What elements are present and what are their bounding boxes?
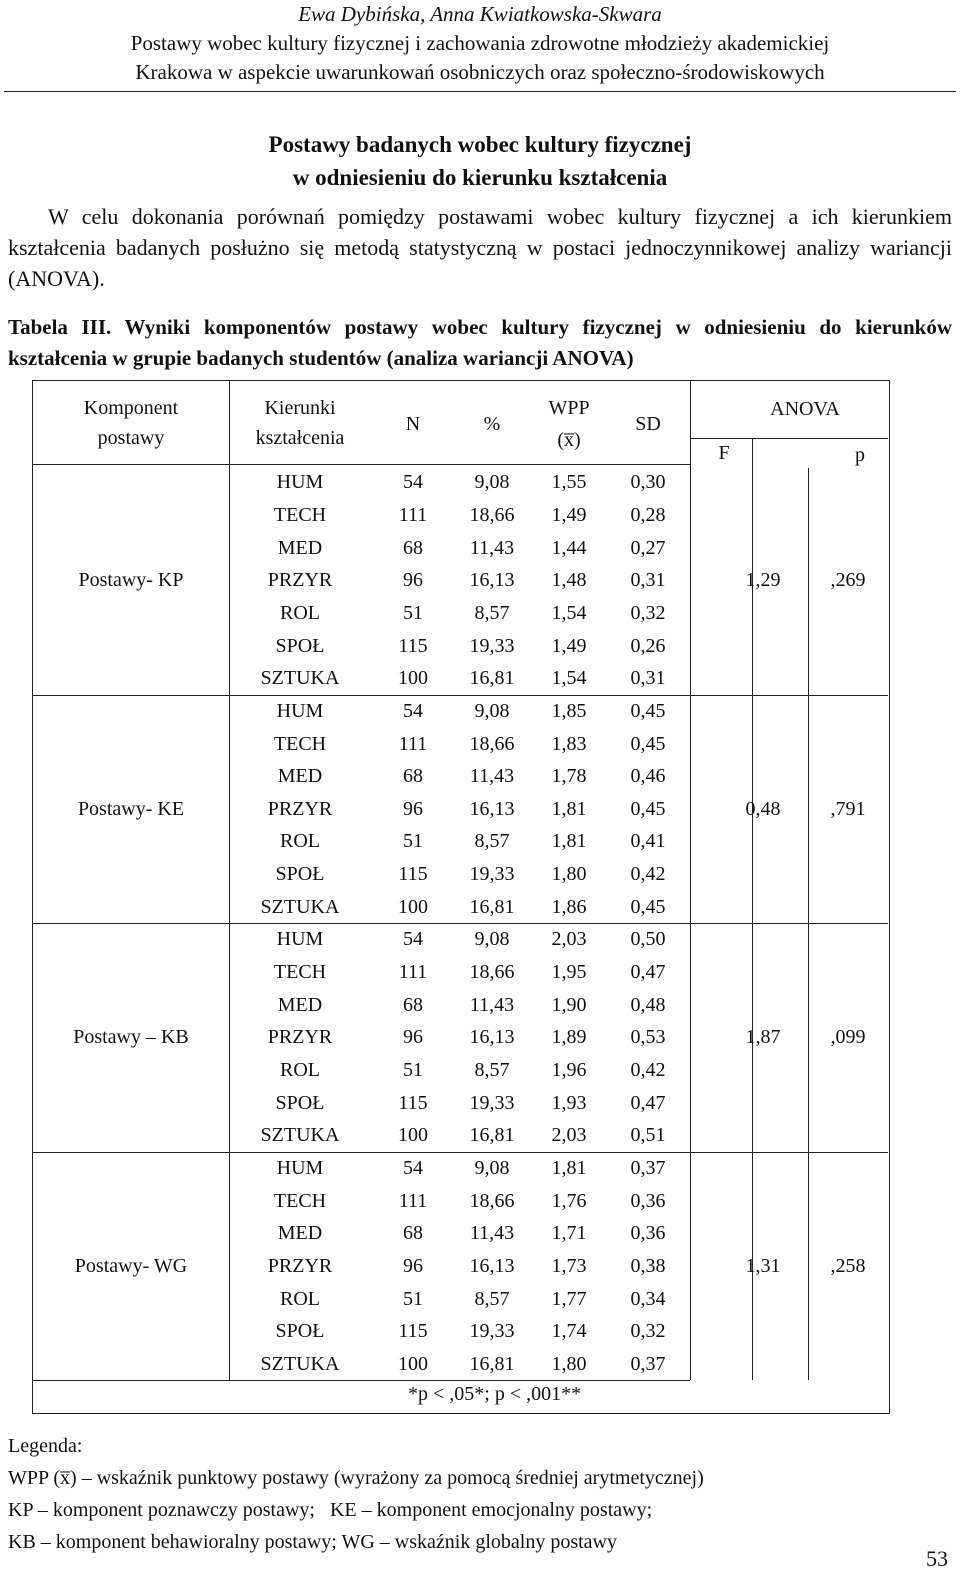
row-value: 1,95 bbox=[551, 961, 587, 984]
row-kierunek: HUM bbox=[276, 471, 324, 494]
row-value: 1,44 bbox=[551, 536, 587, 559]
row-value: 19,33 bbox=[469, 634, 515, 657]
row-value: 11,43 bbox=[469, 765, 515, 788]
group-name: Postawy- WG bbox=[74, 1254, 188, 1277]
row-value: 0,53 bbox=[630, 1026, 666, 1049]
row-value: 51 bbox=[403, 1059, 423, 1082]
row-value: 111 bbox=[398, 732, 428, 755]
row-value: 54 bbox=[403, 928, 423, 951]
table-caption-label: Tabela III. bbox=[8, 315, 112, 339]
row-value: 100 bbox=[398, 1352, 428, 1375]
row-value: 0,45 bbox=[630, 699, 666, 722]
row-value: 0,50 bbox=[630, 928, 666, 951]
row-value: 2,03 bbox=[551, 1124, 587, 1147]
row-divider bbox=[32, 464, 229, 465]
row-value: 0,30 bbox=[630, 471, 666, 494]
row-value: 96 bbox=[403, 797, 423, 820]
row-value: 0,45 bbox=[630, 895, 666, 918]
section-title-line1: Postawy badanych wobec kultury fizycznej bbox=[268, 132, 692, 157]
group-divider bbox=[690, 1152, 888, 1153]
row-kierunek: SZTUKA bbox=[260, 1124, 340, 1147]
row-value: 1,80 bbox=[551, 863, 587, 886]
row-kierunek: MED bbox=[277, 765, 323, 788]
group-name: Postawy- KE bbox=[77, 797, 185, 820]
row-value: 16,13 bbox=[469, 569, 515, 592]
row-kierunek: HUM bbox=[276, 699, 324, 722]
anova-f-value: 1,87 bbox=[745, 1026, 781, 1049]
row-value: 115 bbox=[398, 863, 428, 886]
row-value: 1,96 bbox=[551, 1059, 587, 1082]
row-value: 111 bbox=[398, 1189, 428, 1212]
row-value: 0,32 bbox=[630, 601, 666, 624]
row-value: 1,80 bbox=[551, 1352, 587, 1375]
row-value: 0,34 bbox=[630, 1287, 666, 1310]
row-kierunek: TECH bbox=[273, 961, 327, 984]
row-value: 8,57 bbox=[474, 1059, 510, 1082]
row-kierunek: ROL bbox=[280, 830, 320, 853]
header-sd: SD bbox=[635, 413, 661, 435]
row-value: 0,28 bbox=[630, 503, 666, 526]
row-value: 0,48 bbox=[630, 993, 666, 1016]
anova-p-value: ,269 bbox=[830, 569, 866, 592]
row-value: 1,89 bbox=[551, 1026, 587, 1049]
table-footnote: *p < ,05*; p < ,001** bbox=[408, 1383, 582, 1405]
row-value: 51 bbox=[403, 601, 423, 624]
row-value: 0,31 bbox=[630, 667, 666, 690]
row-value: 96 bbox=[403, 1026, 423, 1049]
table-caption bbox=[8, 312, 952, 374]
row-value: 1,93 bbox=[551, 1091, 587, 1114]
row-value: 2,03 bbox=[551, 928, 587, 951]
header-f: F bbox=[718, 442, 730, 464]
row-value: 1,90 bbox=[551, 993, 587, 1016]
row-value: 0,26 bbox=[630, 634, 666, 657]
section-title-line2: w odniesieniu do kierunku kształcenia bbox=[292, 165, 668, 190]
row-value: 54 bbox=[403, 1156, 423, 1179]
row-value: 100 bbox=[398, 895, 428, 918]
group-divider bbox=[229, 695, 690, 696]
row-value: 18,66 bbox=[469, 503, 515, 526]
table-caption-text: Wyniki komponentów postawy wobec kultury fizycznej w odniesieniu do kierunków kształcenia w grupie badanych studentów (analiza wariancji ANOVA) bbox=[8, 315, 952, 370]
row-value: 1,49 bbox=[551, 503, 587, 526]
row-value: 8,57 bbox=[474, 1287, 510, 1310]
row-kierunek: PRZYR bbox=[267, 1254, 333, 1277]
row-kierunek: MED bbox=[277, 993, 323, 1016]
row-value: 1,78 bbox=[551, 765, 587, 788]
row-kierunek: HUM bbox=[276, 1156, 324, 1179]
row-kierunek: PRZYR bbox=[267, 569, 333, 592]
row-value: 115 bbox=[398, 634, 428, 657]
row-value: 68 bbox=[403, 536, 423, 559]
row-kierunek: TECH bbox=[273, 1189, 327, 1212]
group-name: Postawy – KB bbox=[73, 1026, 189, 1049]
row-value: 1,73 bbox=[551, 1254, 587, 1277]
row-kierunek: TECH bbox=[273, 732, 327, 755]
row-value: 16,81 bbox=[469, 1352, 515, 1375]
row-kierunek: SZTUKA bbox=[260, 1352, 340, 1375]
row-value: 19,33 bbox=[469, 1320, 515, 1343]
row-value: 1,85 bbox=[551, 699, 587, 722]
row-divider bbox=[229, 464, 690, 465]
anova-p-value: ,791 bbox=[830, 797, 866, 820]
row-value: 51 bbox=[403, 1287, 423, 1310]
row-value: 16,13 bbox=[469, 1026, 515, 1049]
header-kierunki: kształcenia bbox=[255, 427, 345, 449]
row-value: 1,74 bbox=[551, 1320, 587, 1343]
header-p: p bbox=[855, 444, 865, 466]
legend-line-kb-wg: KB – komponent behawioralny postawy; WG – wskaźnik globalny postawy bbox=[8, 1531, 617, 1553]
row-value: 0,41 bbox=[630, 830, 666, 853]
row-value: 115 bbox=[398, 1320, 428, 1343]
row-value: 0,46 bbox=[630, 765, 666, 788]
row-kierunek: SPOŁ bbox=[275, 863, 325, 886]
row-value: 1,81 bbox=[551, 1156, 587, 1179]
row-value: 1,83 bbox=[551, 732, 587, 755]
row-kierunek: ROL bbox=[280, 1287, 320, 1310]
col-divider bbox=[808, 468, 809, 1380]
row-value: 0,47 bbox=[630, 961, 666, 984]
row-value: 8,57 bbox=[474, 830, 510, 853]
anova-p-value: ,099 bbox=[830, 1026, 866, 1049]
row-value: 11,43 bbox=[469, 536, 515, 559]
row-value: 0,37 bbox=[630, 1156, 666, 1179]
group-divider bbox=[32, 695, 229, 696]
row-value: 115 bbox=[398, 1091, 428, 1114]
header-n: N bbox=[405, 413, 421, 435]
row-kierunek: SPOŁ bbox=[275, 634, 325, 657]
row-value: 9,08 bbox=[474, 928, 510, 951]
row-value: 0,45 bbox=[630, 797, 666, 820]
row-value: 16,81 bbox=[469, 667, 515, 690]
row-kierunek: SZTUKA bbox=[260, 895, 340, 918]
row-value: 0,42 bbox=[630, 863, 666, 886]
row-value: 16,81 bbox=[469, 895, 515, 918]
body-paragraph bbox=[8, 201, 952, 294]
row-value: 0,45 bbox=[630, 732, 666, 755]
row-value: 1,86 bbox=[551, 895, 587, 918]
row-value: 0,38 bbox=[630, 1254, 666, 1277]
group-divider bbox=[32, 1380, 229, 1381]
row-value: 0,36 bbox=[630, 1222, 666, 1245]
header-wpp: WPP bbox=[548, 397, 590, 419]
anova-f-value: 1,29 bbox=[745, 569, 781, 592]
row-value: 1,55 bbox=[551, 471, 587, 494]
row-value: 1,77 bbox=[551, 1287, 587, 1310]
row-value: 9,08 bbox=[474, 1156, 510, 1179]
group-divider bbox=[32, 1152, 229, 1153]
row-value: 96 bbox=[403, 1254, 423, 1277]
row-value: 16,13 bbox=[469, 1254, 515, 1277]
row-value: 18,66 bbox=[469, 961, 515, 984]
anova-f-value: 0,48 bbox=[745, 797, 781, 820]
row-value: 1,49 bbox=[551, 634, 587, 657]
row-value: 0,31 bbox=[630, 569, 666, 592]
row-value: 19,33 bbox=[469, 1091, 515, 1114]
section-title bbox=[0, 128, 960, 194]
row-value: 51 bbox=[403, 830, 423, 853]
row-value: 1,54 bbox=[551, 601, 587, 624]
row-kierunek: ROL bbox=[280, 601, 320, 624]
header-komponent: postawy bbox=[97, 427, 165, 449]
row-value: 1,81 bbox=[551, 797, 587, 820]
row-value: 0,32 bbox=[630, 1320, 666, 1343]
row-kierunek: SPOŁ bbox=[275, 1320, 325, 1343]
header-komponent: Komponent bbox=[83, 397, 179, 419]
header-kierunki: Kierunki bbox=[264, 397, 336, 419]
row-value: 100 bbox=[398, 1124, 428, 1147]
group-divider bbox=[690, 923, 888, 924]
anova-f-value: 1,31 bbox=[745, 1254, 781, 1277]
group-divider bbox=[32, 923, 229, 924]
running-header bbox=[0, 0, 960, 87]
row-value: 111 bbox=[398, 961, 428, 984]
row-value: 1,71 bbox=[551, 1222, 587, 1245]
row-value: 1,81 bbox=[551, 830, 587, 853]
row-value: 18,66 bbox=[469, 732, 515, 755]
row-value: 19,33 bbox=[469, 863, 515, 886]
row-value: 18,66 bbox=[469, 1189, 515, 1212]
header-wpp-mean: (x̅) bbox=[557, 429, 581, 451]
header-percent: % bbox=[483, 413, 501, 435]
row-value: 0,51 bbox=[630, 1124, 666, 1147]
row-value: 0,47 bbox=[630, 1091, 666, 1114]
header-title-line2: Krakowa w aspekcie uwarunkowań osobniczych oraz społeczno-środowiskowych bbox=[135, 60, 825, 84]
row-value: 0,27 bbox=[630, 536, 666, 559]
group-divider bbox=[690, 695, 888, 696]
row-value: 54 bbox=[403, 471, 423, 494]
header-title-line1: Postawy wobec kultury fizycznej i zachowania zdrowotne młodzieży akademickiej bbox=[130, 31, 830, 55]
row-value: 9,08 bbox=[474, 471, 510, 494]
row-kierunek: TECH bbox=[273, 503, 327, 526]
row-value: 111 bbox=[398, 503, 428, 526]
row-kierunek: MED bbox=[277, 1222, 323, 1245]
row-value: 0,37 bbox=[630, 1352, 666, 1375]
row-value: 1,54 bbox=[551, 667, 587, 690]
legend-line-kp-ke: KP – komponent poznawczy postawy; KE – komponent emocjonalny postawy; bbox=[8, 1499, 653, 1521]
group-divider bbox=[229, 1152, 690, 1153]
row-value: 100 bbox=[398, 667, 428, 690]
group-name: Postawy- KP bbox=[78, 569, 184, 592]
row-value: 68 bbox=[403, 993, 423, 1016]
header-anova: ANOVA bbox=[770, 398, 840, 420]
row-kierunek: ROL bbox=[280, 1059, 320, 1082]
row-value: 16,13 bbox=[469, 797, 515, 820]
row-kierunek: PRZYR bbox=[267, 797, 333, 820]
row-value: 0,36 bbox=[630, 1189, 666, 1212]
row-value: 1,76 bbox=[551, 1189, 587, 1212]
row-value: 8,57 bbox=[474, 601, 510, 624]
row-value: 68 bbox=[403, 1222, 423, 1245]
row-value: 1,48 bbox=[551, 569, 587, 592]
row-value: 0,42 bbox=[630, 1059, 666, 1082]
legend bbox=[8, 1430, 958, 1558]
row-value: 16,81 bbox=[469, 1124, 515, 1147]
row-value: 11,43 bbox=[469, 993, 515, 1016]
group-divider bbox=[229, 923, 690, 924]
legend-line-wpp: WPP (x̅) – wskaźnik punktowy postawy (wyrażony za pomocą średniej arytmetycznej) bbox=[8, 1467, 704, 1489]
anova-p-value: ,258 bbox=[830, 1254, 866, 1277]
header-authors: Ewa Dybińska, Anna Kwiatkowska-Skwara bbox=[298, 2, 662, 26]
row-kierunek: PRZYR bbox=[267, 1026, 333, 1049]
row-kierunek: SPOŁ bbox=[275, 1091, 325, 1114]
legend-title: Legenda: bbox=[8, 1435, 83, 1457]
row-kierunek: MED bbox=[277, 536, 323, 559]
row-value: 9,08 bbox=[474, 699, 510, 722]
paragraph-text: W celu dokonania porównań pomiędzy postawami wobec kultury fizycznej a ich kierunkiem kształcenia badanych posłużno się metodą statystyczną w postaci jednoczynnikowej analizy wariancji (ANOVA). bbox=[8, 204, 952, 291]
row-value: 54 bbox=[403, 699, 423, 722]
row-value: 68 bbox=[403, 765, 423, 788]
row-value: 11,43 bbox=[469, 1222, 515, 1245]
header-rule bbox=[4, 91, 956, 92]
row-value: 96 bbox=[403, 569, 423, 592]
row-kierunek: SZTUKA bbox=[260, 667, 340, 690]
row-kierunek: HUM bbox=[276, 928, 324, 951]
page-number: 53 bbox=[926, 1546, 948, 1571]
